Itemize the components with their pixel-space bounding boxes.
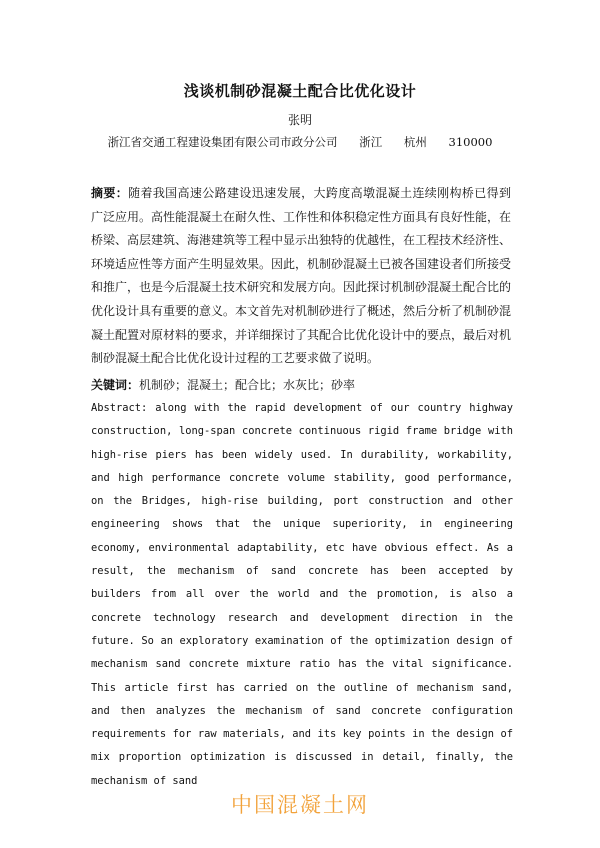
abstract-label: 摘要： xyxy=(91,186,129,200)
site-watermark: 中国混凝土网 xyxy=(231,793,369,817)
affiliation-line xyxy=(0,134,600,150)
keywords xyxy=(91,374,511,397)
abstract-chinese-text: 随着我国高速公路建设迅速发展，大跨度高墩混凝土连续刚构桥已得到广泛应用。高性能混凝土在耐久性、工作性和体积稳定性方面具有良好性能，在桥梁、高层建筑、海港建筑等工程中显示出独特的优越性，在工程技术经济性、环境适应性等方面产生明显效果。因此，机制砂混凝土已被各国建设者们所接受和推广，也是今后混凝土技术研究和发展方向。因此探讨机制砂混凝土配合比的优化设计具有重要的意义。本文首先对机制砂进行了概述，然后分析了机制砂混凝土配置对原材料的要求，并详细探讨了其配合比优化设计中的要点，最后对机制砂混凝土配合比优化设计过程的工艺要求做了说明。 xyxy=(91,186,512,366)
affiliation-org: 浙江省交通工程建设集团有限公司市政分公司 xyxy=(107,135,338,149)
abstract-english: Abstract: along with the rapid development of our country highway construction, long-span concrete continuous rigid frame bridge with high-rise piers has been widely used. In durability, workability, and high performance concrete volume stability, good performance, on the Bridges, high-rise building, port construction and other engineering shows that the unique superiority, in engineering economy, environmental adaptability, etc have obvious effect. As a result, the mechanism of sand concrete has been accepted by builders from all over the world and the promotion, is also a concrete technology research and development direction in the future. So an exploratory examination of the optimization design of mechanism sand concrete mixture ratio has the vital significance. This article first has carried on the outline of mechanism sand, and then analyzes the mechanism of sand concrete configuration requirements for raw materials, and its key points in the design of mix proportion optimization is discussed in detail, finally, the mechanism of sand xyxy=(91,402,513,787)
paper-title: 浅谈机制砂混凝土配合比优化设计 xyxy=(183,82,417,100)
abstract-chinese xyxy=(91,182,511,371)
keywords-label: 关键词： xyxy=(91,378,140,392)
affiliation-postcode: 310000 xyxy=(448,135,493,149)
keywords-text: 机制砂；混凝土；配合比；水灰比；砂率 xyxy=(139,378,356,392)
affiliation-city: 杭州 xyxy=(403,135,427,149)
author-name: 张明 xyxy=(287,113,312,127)
affiliation-province: 浙江 xyxy=(359,135,383,149)
